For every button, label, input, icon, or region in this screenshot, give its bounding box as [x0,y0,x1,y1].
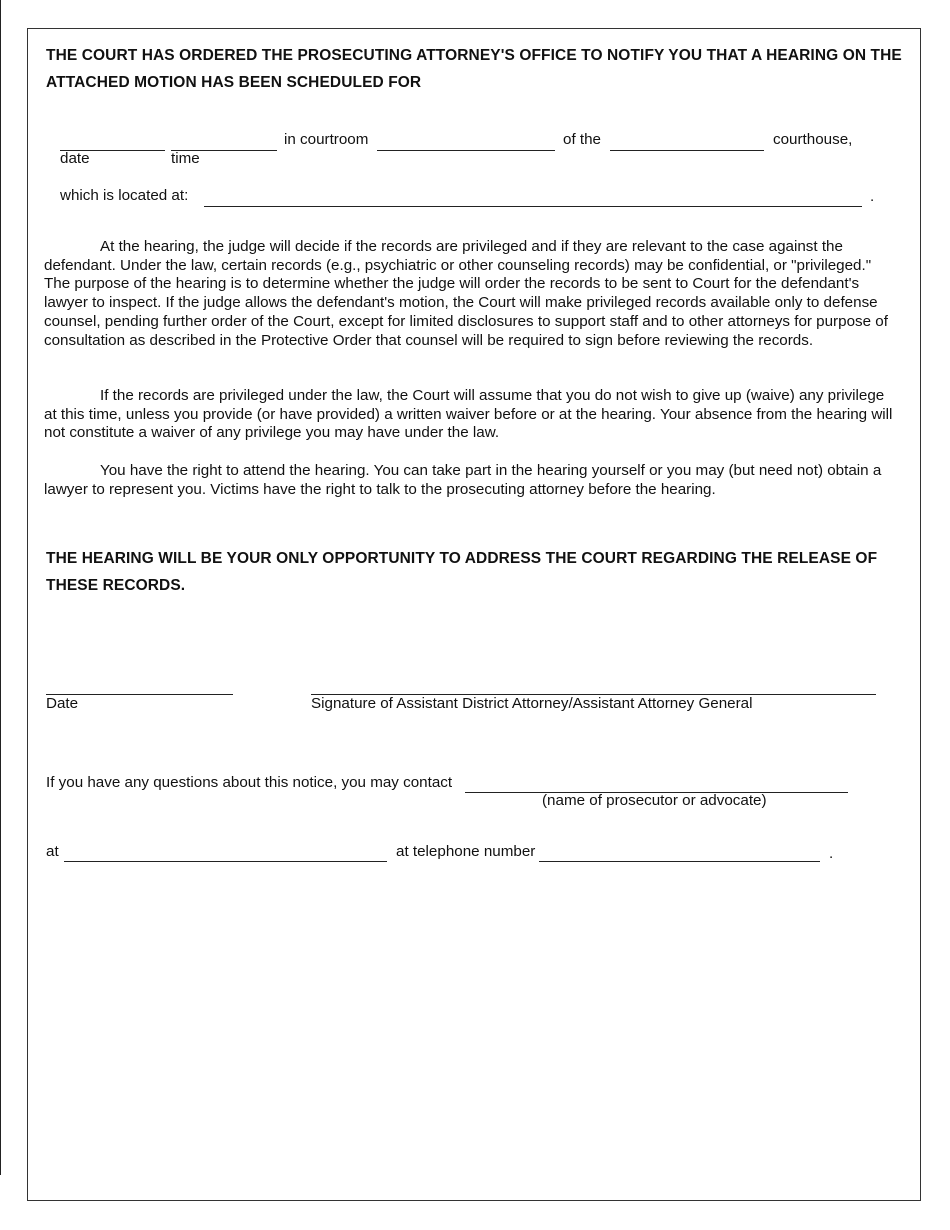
contact-question: If you have any questions about this notice, you may contact [46,774,453,791]
contact-name-caption: (name of prosecutor or advocate) [542,792,767,809]
signature-label: Signature of Assistant District Attorney/Assistant Attorney General [311,695,753,712]
courthouse-blank[interactable] [610,150,764,151]
page-edge-rule [0,0,1,1175]
warning-heading: THE HEARING WILL BE YOUR ONLY OPPORTUNITY TO ADDRESS THE COURT REGARDING THE RELEASE OF THESE RECORDS. [46,550,878,594]
contact-at-label: at [46,843,59,860]
contact-location-blank[interactable] [64,861,387,862]
of-the-label: of the [563,131,601,148]
right-to-attend-paragraph: You have the right to attend the hearing. You can take part in the hearing yourself or you may (but need not) obtain a lawyer to represent you. Victims have the right to talk to the prosecuting attorney before the hearing. [44,462,882,498]
notice-heading: THE COURT HAS ORDERED THE PROSECUTING ATTORNEY'S OFFICE TO NOTIFY YOU THAT A HEARING ON THE ATTACHED MOTION HAS BEEN SCHEDULED FOR [46,47,902,91]
telephone-label: at telephone number [396,843,536,860]
courthouse-label: courthouse, [773,131,853,148]
privilege-paragraph: If the records are privileged under the law, the Court will assume that you do not wish to give up (waive) any privilege at this time, unless you provide (or have provided) a written waiver before or at the hearing. Your absence from the hearing will not constitute a waiver of any privilege you may have under the law. [44,387,893,442]
telephone-period: . [829,845,834,862]
date-caption: date [60,150,90,167]
notice-form [27,28,921,1201]
telephone-blank[interactable] [539,861,820,862]
address-period: . [870,188,875,205]
signature-date-label: Date [46,695,79,712]
courtroom-blank[interactable] [377,150,555,151]
address-blank[interactable] [204,206,862,207]
hearing-explanation-paragraph: At the hearing, the judge will decide if the records are privileged and if they are relevant to the case against the defendant. Under the law, certain records (e.g., psychiatric or other counseling records) may be confidential, or "privileged." The purpose of the hearing is to determine whether the judge will order the records to be sent to Court for the defendant's lawyer to inspect. If the judge allows the defendant's motion, the Court will make privileged records available only to defense counsel, pending further order of the Court, except for limited disclosures to support staff and to other attorneys for purpose of consultation as described in the Protective Order that counsel will be required to sign before reviewing the records. [44,238,888,349]
time-caption: time [171,150,200,167]
in-courtroom-label: in courtroom [284,131,369,148]
located-at-label: which is located at: [60,187,189,204]
